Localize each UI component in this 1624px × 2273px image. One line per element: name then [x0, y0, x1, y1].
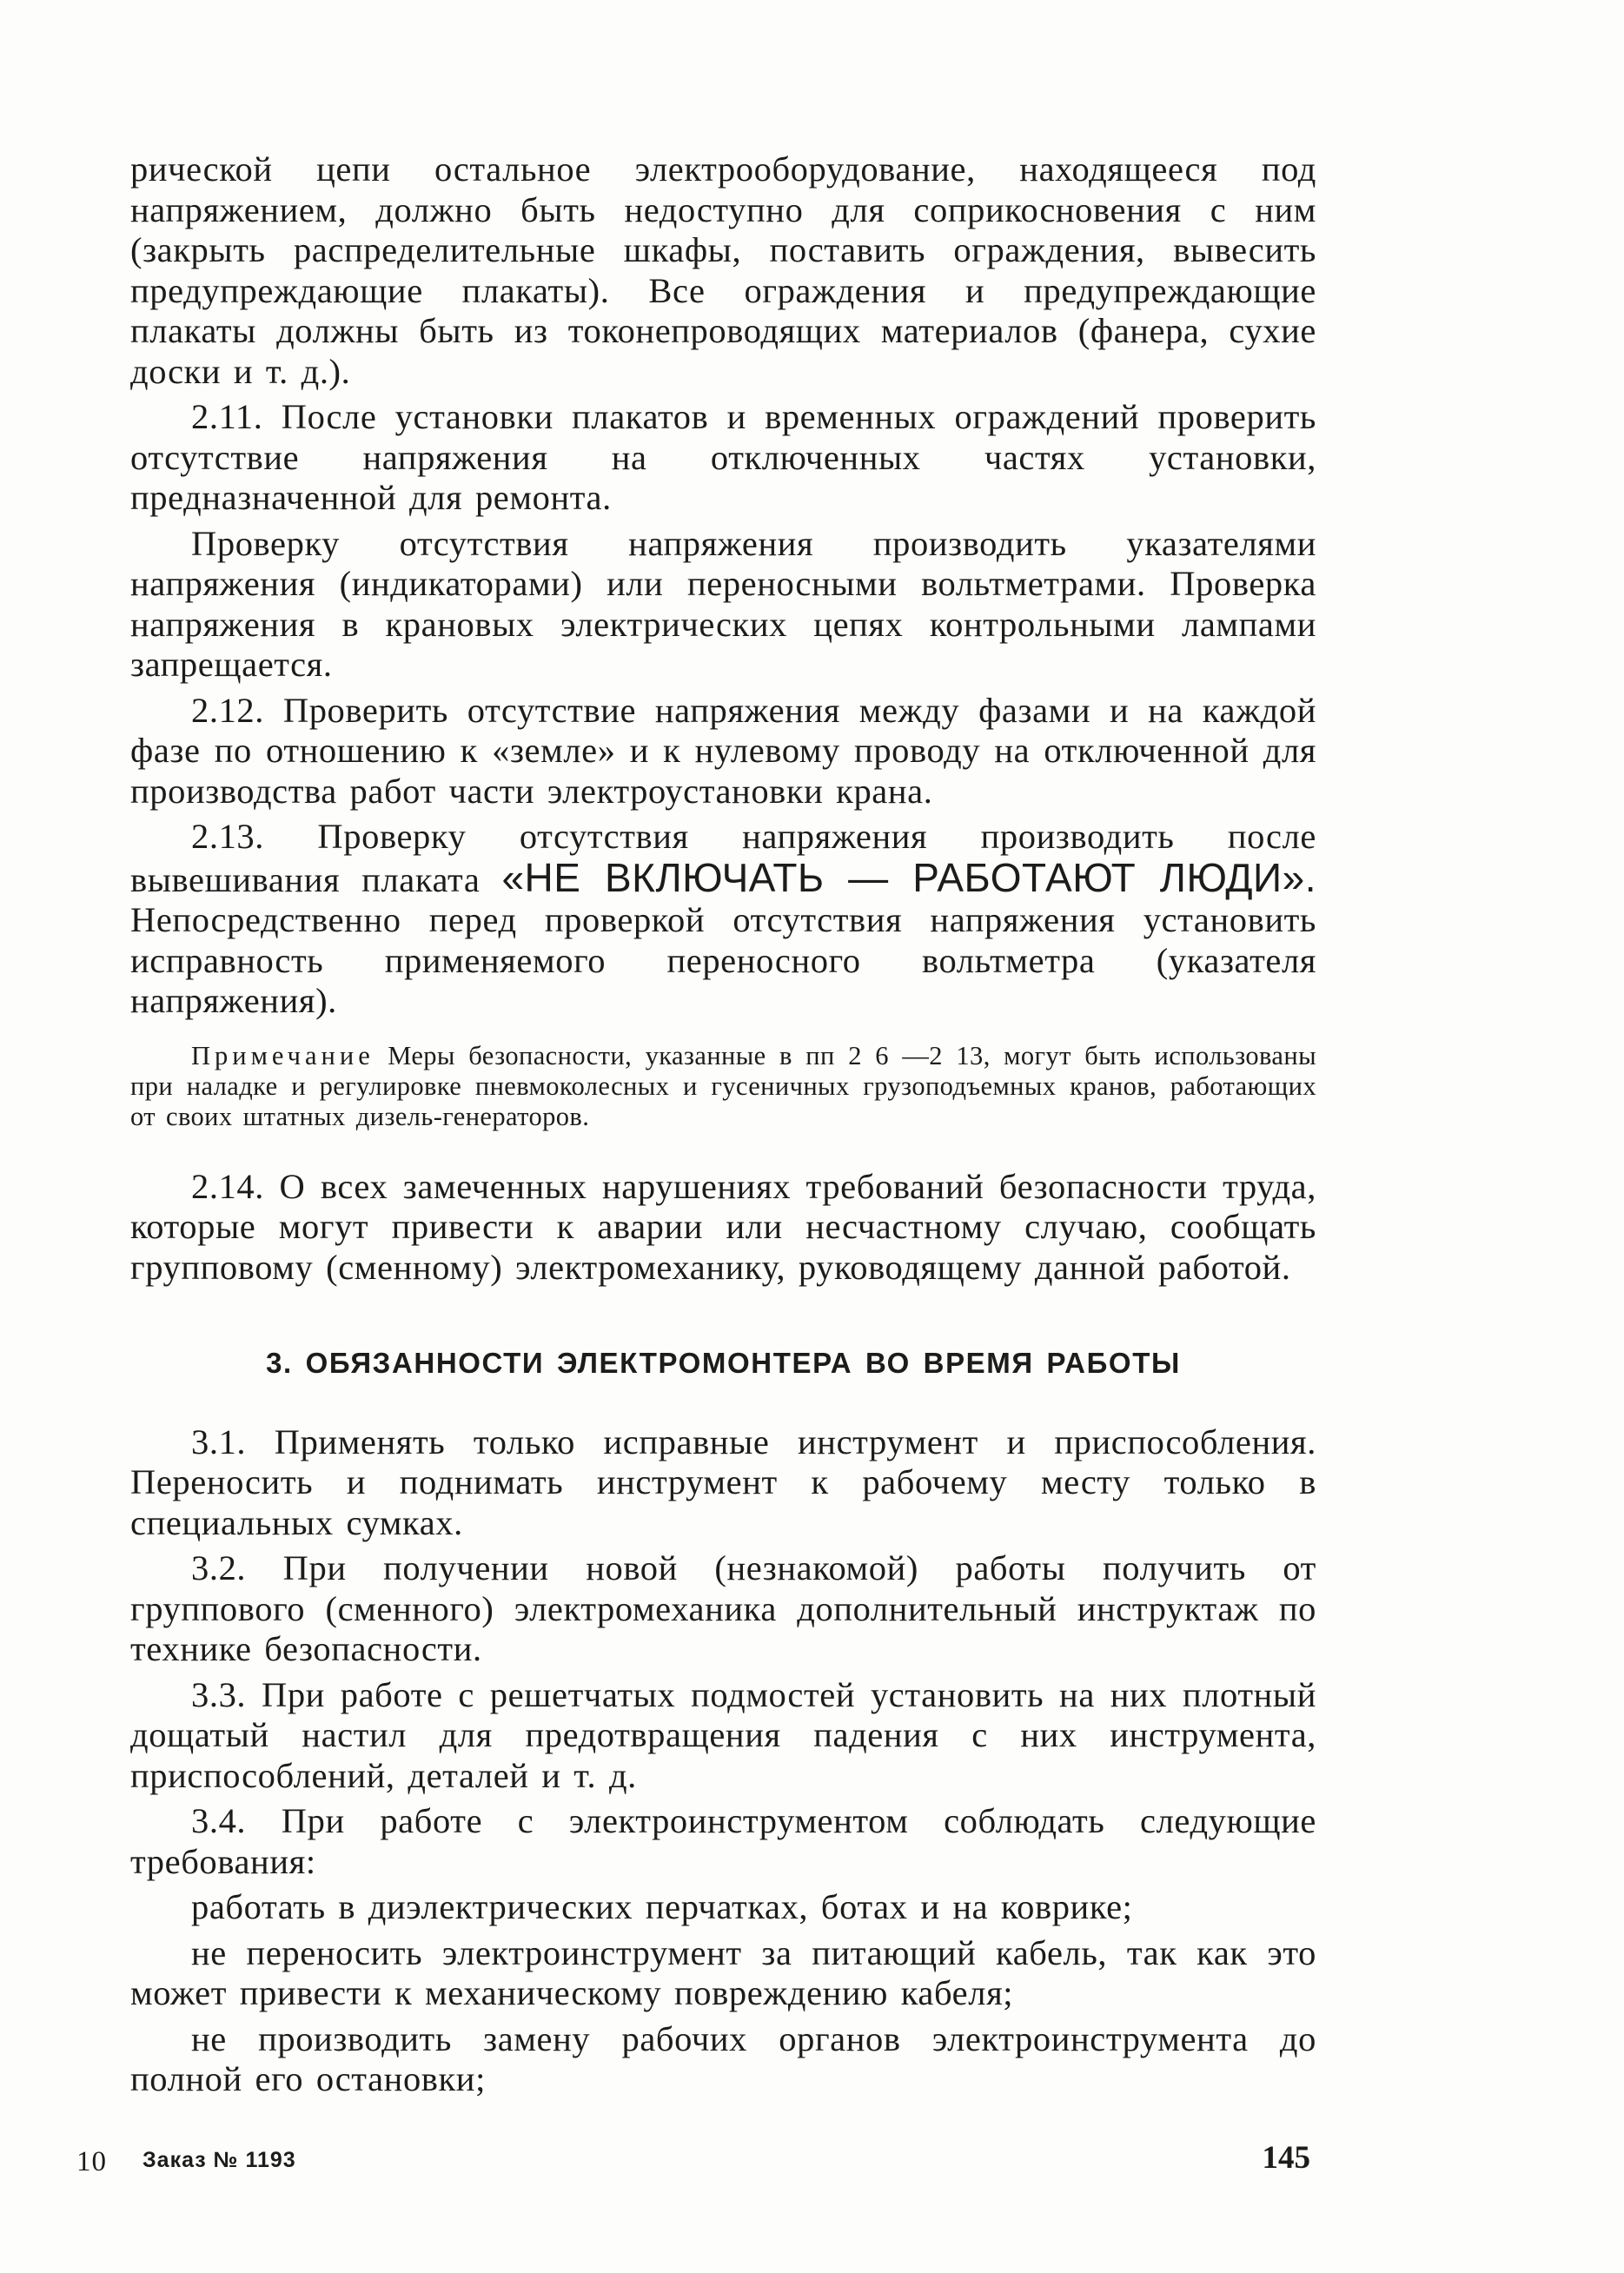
list-item: не переносить электроинструмент за питающий кабель, так как это может привести к механическому повреждению кабеля;	[130, 1932, 1316, 2012]
list-item: работать в диэлектрических перчатках, ботах и на коврике;	[191, 1887, 1133, 1926]
section-heading: 3. ОБЯЗАННОСТИ ЭЛЕКТРОМОНТЕРА ВО ВРЕМЯ РАБОТЫ	[266, 1347, 1181, 1379]
note-label: Примечание	[191, 1040, 375, 1070]
signature-mark: 10	[76, 2146, 107, 2177]
text-column	[130, 149, 1316, 2105]
paragraph-3-3: 3.3. При работе с решетчатых подмостей установить на них плотный дощатый настил для предотвращения падения с них инструмента, приспособлений, деталей и т. д.	[130, 1674, 1316, 1795]
paragraph-continuation: рической цепи остальное электрооборудование, находящееся под напряжением, должно быть недоступно для соприкосновения с ним (закрыть распределительные шкафы, поставить ограждения, вывесить предупреждающие плакаты). Все ограждения и предупреждающие плакаты должны быть из токонепроводящих материалов (фанера, сухие доски и т. д.).	[130, 149, 1316, 391]
page-number: 145	[1262, 2140, 1310, 2176]
paragraph-2-12: 2.12. Проверить отсутствие напряжения между фазами и на каждой фазе по отношению к «земле» и к нулевому проводу на отключенной для производства работ части электроустановки крана.	[130, 690, 1316, 811]
paragraph-2-14: 2.14. О всех замеченных нарушениях требований безопасности труда, которые могут привести к аварии или несчастному случаю, сообщать групповому (сменному) электромеханику, руководящему данной работой.	[130, 1166, 1316, 1287]
paragraph-voltage-check: Проверку отсутствия напряжения производить указателями напряжения (индикаторами) или переносными вольтметрами. Проверка напряжения в крановых электрических цепях контрольными лампами запрещается.	[130, 523, 1316, 684]
paragraph-2-13	[130, 817, 1316, 1022]
paragraph-3-4: 3.4. При работе с электроинструментом соблюдать следующие требования:	[130, 1801, 1316, 1881]
paragraph-2-11: 2.11. После установки плакатов и временных ограждений проверить отсутствие напряжения на отключенных частях установки, предназначенной для ремонта.	[130, 397, 1316, 517]
print-order: Заказ № 1193	[143, 2148, 296, 2172]
paragraph-3-2: 3.2. При получении новой (незнакомой) работы получить от группового (сменного) электромеханика дополнительный инструктаж по технике безопасности.	[130, 1548, 1316, 1668]
warning-poster-text: «НЕ ВКЛЮЧАТЬ — РАБОТАЮТ ЛЮДИ».	[501, 854, 1316, 900]
page-footer	[76, 2139, 1310, 2183]
note	[130, 1041, 1316, 1132]
paragraph-2-13-end: Непосредственно перед проверкой отсутствия напряжения установить исправность применяемого переносного вольтметра (указателя напряжения).	[130, 900, 1316, 1020]
note-text: Меры безопасности, указанные в пп 2 6 —2 13, могут быть использованы при наладке и регулировке пневмоколесных и гусеничных грузоподъемных кранов, работающих от своих штатных дизель-генераторов.	[130, 1040, 1316, 1131]
paragraph-3-1: 3.1. Применять только исправные инструмент и приспособления. Переносить и поднимать инструмент к рабочему месту только в специальных сумках.	[130, 1421, 1316, 1542]
list-item: не производить замену рабочих органов электроинструмента до полной его остановки;	[130, 2018, 1316, 2098]
paragraph-2-13-start: 2.13. Проверку отсутствия напряжения производить после вывешивания плаката	[130, 817, 1316, 899]
